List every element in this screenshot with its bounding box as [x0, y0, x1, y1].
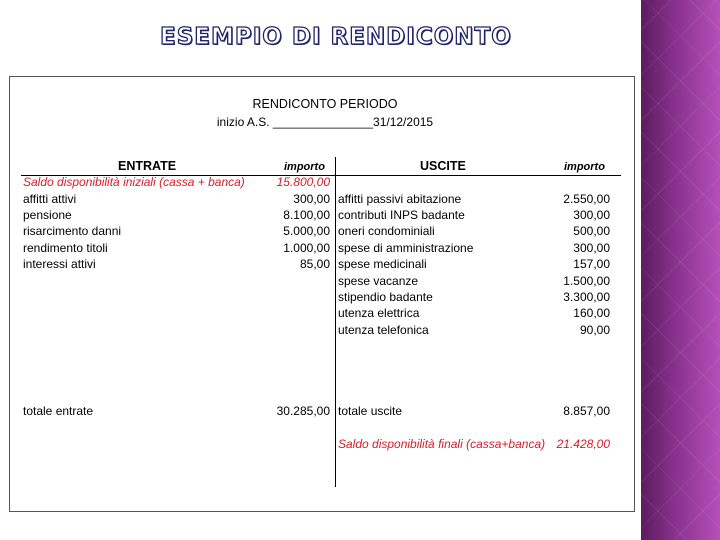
uscita-label: contributi INPS badante — [338, 208, 465, 222]
entrata-value: 1.000,00 — [283, 241, 330, 255]
entrate-importo-header: importo — [284, 161, 325, 173]
entrate-header: ENTRATE — [118, 159, 177, 173]
uscita-value: 1.500,00 — [563, 274, 610, 288]
uscita-label: spese vacanze — [338, 274, 419, 288]
uscita-label: spese di amministrazione — [338, 241, 474, 255]
report-document — [9, 76, 635, 512]
uscita-value: 157,00 — [573, 257, 610, 271]
uscite-header: USCITE — [420, 159, 466, 173]
saldo-finale-label: Saldo disponibilità finali (cassa+banca) — [338, 437, 546, 451]
uscita-value: 90,00 — [579, 323, 610, 337]
saldo-iniziale-label: Saldo disponibilità iniziali (cassa + banca) — [23, 175, 245, 189]
uscita-value: 500,00 — [573, 224, 610, 238]
entrata-value: 5.000,00 — [283, 224, 330, 238]
saldo-finale-value: 21.428,00 — [556, 437, 610, 451]
totale-entrate-label: totale entrate — [23, 404, 94, 418]
uscita-value: 2.550,00 — [563, 192, 610, 206]
entrata-label: risarcimento danni — [23, 224, 122, 238]
uscita-label: spese medicinali — [338, 257, 427, 271]
entrata-label: affitti attivi — [23, 192, 77, 206]
totale-uscite-value: 8.857,00 — [563, 404, 610, 418]
report-title: RENDICONTO PERIODO — [252, 97, 398, 111]
uscita-value: 160,00 — [573, 306, 610, 320]
uscita-label: utenza telefonica — [338, 323, 429, 337]
uscita-value: 300,00 — [573, 241, 610, 255]
uscite-importo-header: importo — [564, 161, 605, 173]
entrata-value: 300,00 — [293, 192, 330, 206]
entrata-label: interessi attivi — [23, 257, 96, 271]
column-divider — [335, 157, 336, 487]
uscita-label: affitti passivi abitazione — [338, 192, 462, 206]
slide-title: ESEMPIO DI RENDICONTO — [160, 24, 512, 50]
uscita-label: stipendio badante — [338, 290, 433, 304]
uscita-label: oneri condominiali — [338, 224, 435, 238]
decorative-side-band — [641, 0, 720, 540]
entrata-value: 8.100,00 — [283, 208, 330, 222]
totale-entrate-value: 30.285,00 — [276, 404, 330, 418]
uscita-value: 300,00 — [573, 208, 610, 222]
totale-uscite-label: totale uscite — [338, 404, 403, 418]
uscita-value: 3.300,00 — [563, 290, 610, 304]
entrata-label: rendimento titoli — [23, 241, 108, 255]
entrata-label: pensione — [23, 208, 72, 222]
uscita-label: utenza elettrica — [338, 306, 420, 320]
report-period: inizio A.S. _______________31/12/2015 — [216, 115, 434, 129]
entrata-value: 85,00 — [299, 257, 330, 271]
saldo-iniziale-value: 15.800,00 — [276, 175, 330, 189]
